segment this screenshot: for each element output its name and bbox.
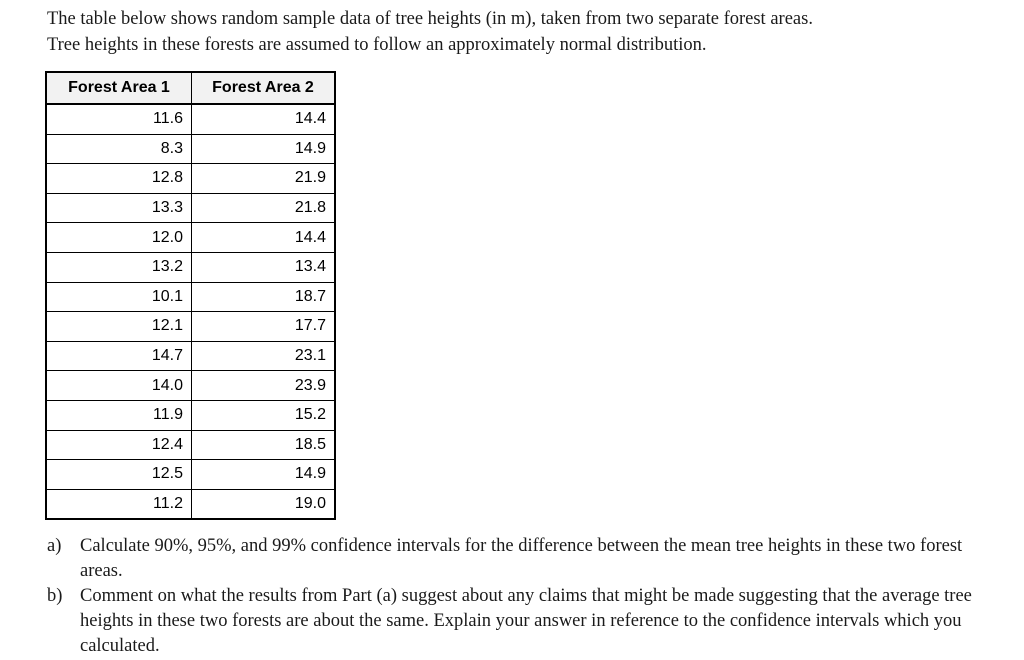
question-list [47, 534, 987, 659]
forest-area-2-cell: 18.7 [192, 282, 336, 312]
forest-area-2-cell: 14.4 [192, 223, 336, 253]
forest-area-2-cell: 23.1 [192, 341, 336, 371]
forest-area-1-cell: 11.6 [46, 104, 192, 134]
question-text: Comment on what the results from Part (a) suggest about any claims that might be made suggesting that the average tree heights in these two forests are about the same. Explain your answer in reference to the confidence intervals which you calculated. [80, 586, 972, 656]
forest-area-2-cell: 14.4 [192, 104, 336, 134]
question-b [47, 584, 987, 659]
table-row [46, 134, 335, 164]
table-row [46, 282, 335, 312]
table-row [46, 104, 335, 134]
forest-area-2-cell: 23.9 [192, 371, 336, 401]
forest-area-1-cell: 12.8 [46, 164, 192, 194]
forest-area-2-cell: 13.4 [192, 252, 336, 282]
forest-area-2-cell: 14.9 [192, 460, 336, 490]
forest-area-1-cell: 11.2 [46, 489, 192, 519]
forest-area-2-cell: 18.5 [192, 430, 336, 460]
table-row [46, 400, 335, 430]
column-header-forest-area-1: Forest Area 1 [46, 72, 192, 104]
table-row [46, 193, 335, 223]
forest-area-1-cell: 11.9 [46, 400, 192, 430]
forest-area-1-cell: 8.3 [46, 134, 192, 164]
table-row [46, 223, 335, 253]
forest-area-1-cell: 12.4 [46, 430, 192, 460]
table-row [46, 252, 335, 282]
forest-area-1-cell: 13.3 [46, 193, 192, 223]
forest-area-2-cell: 21.9 [192, 164, 336, 194]
question-text: Calculate 90%, 95%, and 99% confidence intervals for the difference between the mean tree heights in these two forest areas. [80, 536, 963, 581]
forest-area-1-cell: 12.5 [46, 460, 192, 490]
question-label: b) [47, 586, 63, 606]
table-row [46, 489, 335, 519]
forest-area-1-cell: 10.1 [46, 282, 192, 312]
table-header-row [46, 72, 335, 104]
tree-heights-table [45, 71, 336, 520]
forest-area-1-cell: 14.0 [46, 371, 192, 401]
forest-area-2-cell: 14.9 [192, 134, 336, 164]
forest-area-2-cell: 19.0 [294, 495, 326, 513]
intro-paragraph [47, 6, 1007, 58]
table-row [46, 341, 335, 371]
forest-area-2-cell: 15.2 [192, 400, 336, 430]
question-label: a) [47, 536, 62, 556]
column-header-forest-area-2: Forest Area 2 [192, 72, 336, 104]
intro-line-1: The table below shows random sample data of tree heights (in m), taken from two separate forest areas. [47, 9, 813, 29]
forest-area-1-cell: 14.7 [46, 341, 192, 371]
question-a [47, 534, 987, 584]
intro-line-2: Tree heights in these forests are assumed to follow an approximately normal distribution. [47, 35, 707, 55]
forest-area-1-cell: 12.1 [46, 312, 192, 342]
forest-area-2-cell: 17.7 [192, 312, 336, 342]
table-row [46, 460, 335, 490]
table-row [46, 312, 335, 342]
table-row [46, 371, 335, 401]
table-row [46, 430, 335, 460]
table-row [46, 164, 335, 194]
forest-area-1-cell: 12.0 [46, 223, 192, 253]
forest-area-1-cell: 13.2 [46, 252, 192, 282]
forest-area-2-cell: 21.8 [192, 193, 336, 223]
